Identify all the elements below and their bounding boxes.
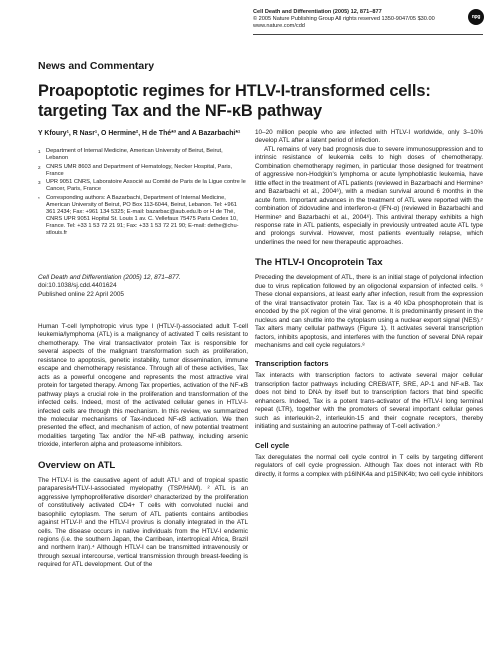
heading-overview: Overview on ATL bbox=[38, 459, 116, 471]
header-divider bbox=[253, 34, 483, 35]
affiliation-item: 1 Department of Internal Medicine, American University of Beirut, Beirut, Lebanon bbox=[38, 148, 223, 161]
body-paragraph: 10–20 million people who are infected with HTLV-I worldwide, only 3–10% develop ATL after a latent period of infection. bbox=[255, 129, 483, 145]
article-title bbox=[38, 82, 478, 121]
journal-citation-header: Cell Death and Differentiation (2005) 12, 871–877 bbox=[253, 9, 382, 15]
title-line-1: Proapoptotic regimes for HTLV-I-transformed cells: bbox=[38, 82, 431, 100]
copyright-line: © 2005 Nature Publishing Group All rights reserved 1350-9047/05 $30.00 bbox=[253, 16, 435, 22]
body-paragraph: Tax deregulates the normal cell cycle control in T cells by targeting different regulators of cell cycle progression. Although Tax does not interact with Rb directly, it forms a complex with p16INK4a and p15INK4b; two cell cycle inhibitors bbox=[255, 453, 484, 478]
citation-line: Cell Death and Differentiation (2005) 12, 871–877. bbox=[38, 274, 181, 281]
left-column bbox=[38, 323, 248, 570]
corresponding-author: * Corresponding authors: A Bazarbachi, Department of Internal Medicine, American University of Beirut, PO Box 113-6044, Beirut, Lebanon. Tel: +961 361 2434; Fax: +961 134 5325; E-mail: bazarbac@aub.edu.lb or H de Thé, CNRS UPR 9051 Hopital St. Louis 1 av. C. Vellefaux 75475 Paris Cedex 10, France. Tel: +33 1 53 72 21 91; Fax: +33 1 53 72 21 90; E-mail: dethe@chu-stlouis.fr bbox=[38, 194, 239, 236]
abstract-paragraph: Human T-cell lymphotropic virus type I (HTLV-I)-associated adult T-cell leukemia/lymphoma (ATL) is a malignancy of activated T cells resistant to chemotherapy. The viral transactivator protein Tax is responsible for several aspects of the malignant transformation such as proliferation, resistance to apoptosis, genetic instability, tumor dissemination, immune escape and chemotherapy resistance. Through all of these activities, Tax acts as a powerful oncogene and represents the most attractive viral protein for targeted therapy. Among Tax properties, activation of the NF-κB pathway plays a crucial role in the proliferation and transformation of the infected cells. Indeed, most of the activated cellular genes in HTLV-I-infected cells are through this mechanism. In this review, we summarized the molecular mechanisms of Tax-induced NF-κB activation. We then presented the effect, and mechanism of action, of new potential treatment modalities targeting Tax and/or the NF-κB pathway, including arsenic trioxide, interferon alpha and proteasome inhibitors. bbox=[38, 323, 248, 449]
body-paragraph: Tax interacts with transcription factors to activate several major cellular transcription factor pathways including CREB/ATF, SRE, AP-1 and NF-κB. Tax does not bind to DNA by itself but to transcription factors that bind specific enhancers. Indeed, Tax is a potent trans-activator of the HTLV-I long terminal repeat (LTR), together with the promoters of several important cellular genes such as interleukin-2, interleukin-15 and their cognate receptors, thereby initiating and sustaining an autocrine pathway of T-cell activation.⁹ bbox=[255, 372, 483, 431]
body-paragraph: Preceding the development of ATL, there is an initial stage of polyclonal infection due to virus replication followed by an oligoclonal expansion of infected cells. ⁶ These clonal expansions, at least early after infection, result from the expression of the viral transactivator protein Tax. Tax is a 40 kDa phosphoprotein that is encoded by the pX region of the viral genome. It is predominantly present in the nucleus and can shuttle into the cytoplasm using a nuclear export signal (NES).⁷ Tax alters many cellular pathways (Figure 1). It activates several transcription factors, inhibits apoptosis, and interferes with the function of several DNA repair mechanisms and cell cycle regulators.⁸ bbox=[255, 274, 483, 349]
body-paragraph: The HTLV-I is the causative agent of adult ATL¹ and of tropical spastic paraparesis/HTLV-I-associated myelopathy (TSP/HAM). ² ATL is an aggressive lymphoproliferative disorder³ characterized by the proliferation of constitutively activated CD4+ T cells with convoluted nuclei and basophilic cytoplasm. The serum of ATL patients contains antibodies against HTLV-I¹ and the HTLV-I provirus is clonally integrated in the ATL cells. The disease occurs in native individuals from the HTLV-I endemic regions (i.e. the southern Japan, the Carribean, intertropical Africa, Brazil and northern Iran).⁴ Although HTLV-I can be transmitted intravenously or through sexual intercourse, vertical transmission through breast-feeding is required for ATL development. Out of the bbox=[38, 476, 248, 569]
affiliation-item: 3 UPR 9051 CNRS, Laboratoire Associé au Comité de Paris de la Ligue contre le Cancer, Paris, France bbox=[38, 179, 246, 192]
journal-url[interactable]: www.nature.com/cdd bbox=[253, 23, 305, 29]
heading-transcription-factors: Transcription factors bbox=[255, 359, 329, 369]
doi[interactable]: doi:10.1038/sj.cdd.4401624 bbox=[38, 282, 117, 290]
affiliation-item: 2 CNRS UMR 8603 and Department of Hematology, Necker Hospital, Paris, France bbox=[38, 163, 233, 177]
published-date: Published online 22 April 2005 bbox=[38, 290, 124, 298]
author-list: Y Kfoury¹, R Nasr¹, O Hermine², H de Thé*³ and A Bazarbachi*¹ bbox=[38, 130, 241, 137]
npg-logo-icon: npg bbox=[468, 9, 484, 25]
section-label: News and Commentary bbox=[38, 60, 155, 72]
title-line-2: targeting Tax and the NF-κB pathway bbox=[38, 101, 323, 120]
heading-oncoprotein-tax: The HTLV-I Oncoprotein Tax bbox=[255, 257, 383, 269]
citation-block bbox=[38, 274, 248, 299]
heading-cell-cycle: Cell cycle bbox=[255, 440, 290, 450]
right-column bbox=[255, 129, 483, 479]
affiliations bbox=[38, 148, 246, 238]
body-paragraph: ATL remains of very bad prognosis due to severe immunosuppression and to intrinsic resistance of leukemia cells to high doses of chemotherapy. Combination chemotherapy regimen, in particular those designed for treatment of aggressive non-Hodgkin’s lymphoma or acute lymphoblastic leukemia, have little effect in the treatment of ATL patients (reviewed in Bazarbachi and Hermine⁵ and Bazarbachi et al., 2004⁶), with a median survival around 6 months in the acute form. Important advances in the treatment of ATL were reported with the combination of zidovudine and interferon-α (IFN-α) (reviewed in Bazarbachi and Hermine⁵ and Bazarbachi et al., 2004⁶). This antiviral therapy exhibits a high response rate in ATL patients, especially in previously untreated acute ATL type and prolongs survival. However, most patients eventually relapse, which underlines the need for new therapeutic approaches. bbox=[255, 145, 483, 246]
journal-header bbox=[253, 9, 463, 30]
